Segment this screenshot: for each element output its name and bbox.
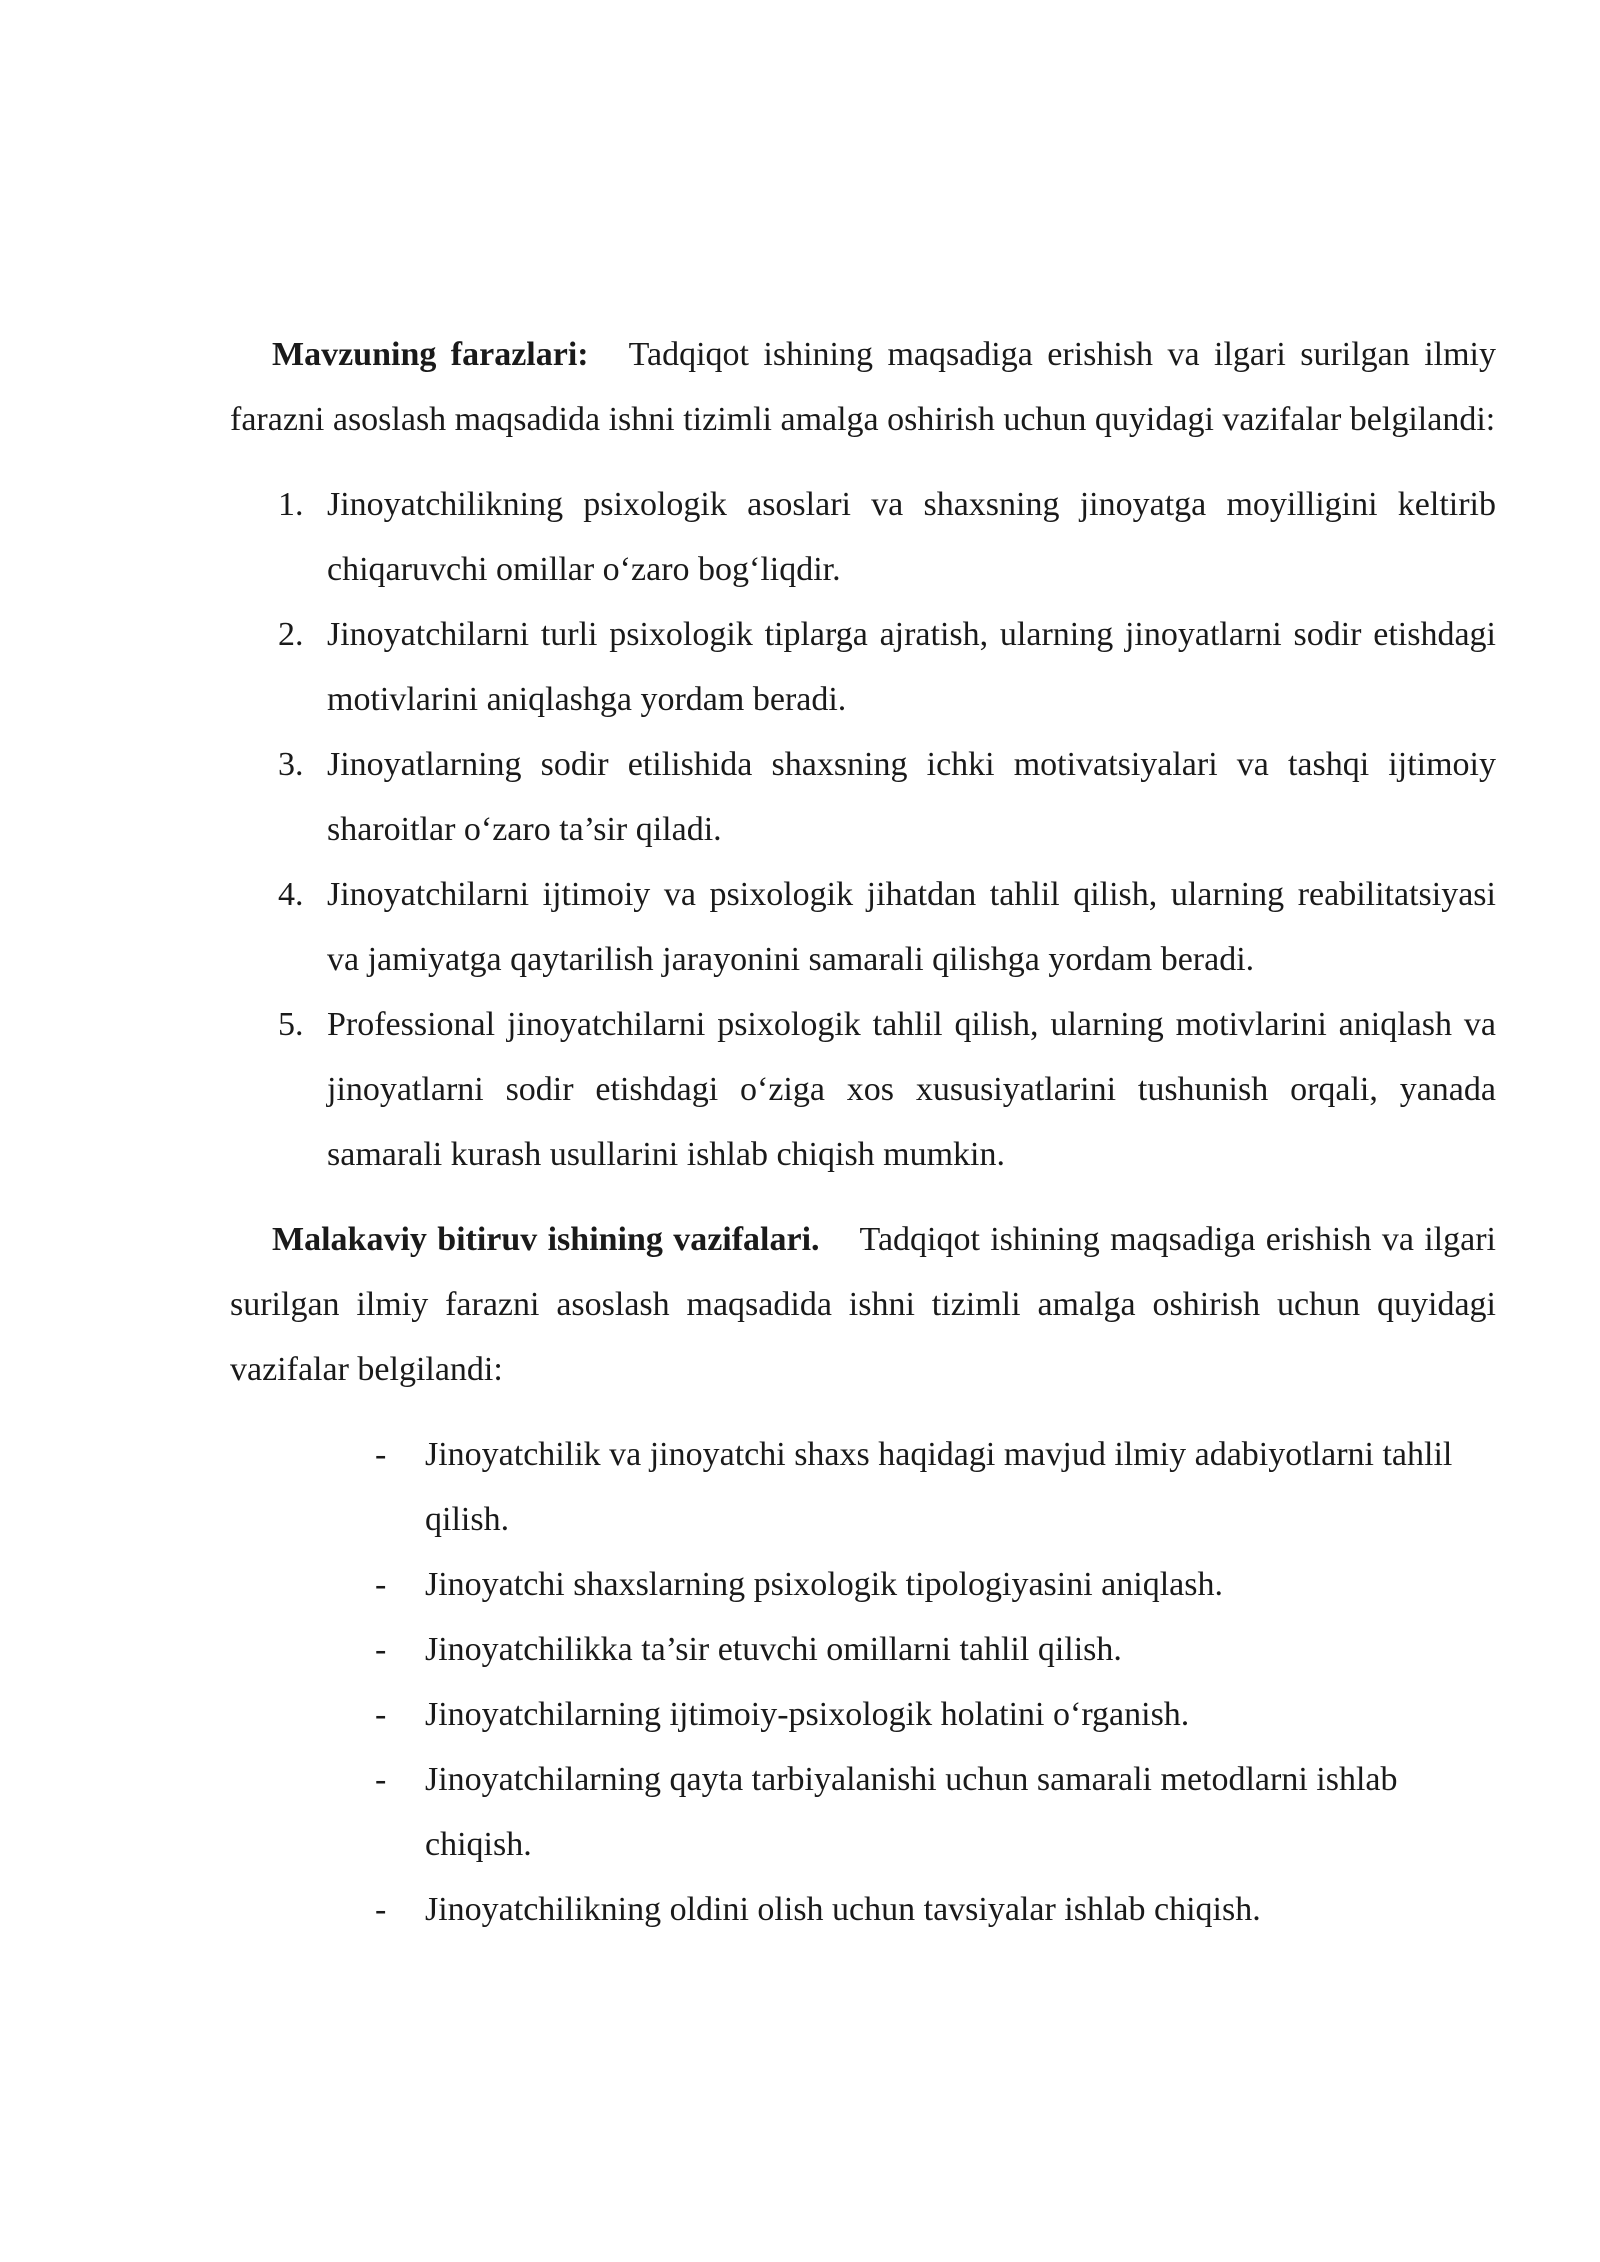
list-number: 2.: [278, 616, 304, 653]
list-item-text: Jinoyatchilarning qayta tarbiyalanishi uchun samarali metodlarni ishlab chiqish.: [425, 1761, 1398, 1863]
list-item: [230, 732, 1496, 862]
list-bullet: -: [375, 1696, 387, 1733]
list-item-text: Jinoyatlarning sodir etilishida shaxsning ichki motivatsiyalari va tashqi ijtimoiy sharoitlar o‘zaro ta’sir qiladi.: [327, 746, 1496, 848]
list-item: [230, 1422, 1496, 1552]
list-number: 5.: [278, 1006, 304, 1043]
list-item: [230, 992, 1496, 1187]
list-item-text: Jinoyatchilikning psixologik asoslari va shaxsning jinoyatga moyilligini keltirib chiqaruvchi omillar o‘zaro bog‘liqdir.: [327, 486, 1496, 588]
hypotheses-intro: Tadqiqot ishining maqsadiga erishish va ilgari surilgan ilmiy farazni asoslash maqsadida ishni tizimli amalga oshirish uchun quyidagi vazifalar belgilandi:: [230, 336, 1496, 438]
list-item-text: Jinoyatchilarning ijtimoiy-psixologik holatini o‘rganish.: [425, 1696, 1190, 1733]
tasks-intro: Tadqiqot ishining maqsadiga erishish va ilgari surilgan ilmiy farazni asoslash maqsadida ishni tizimli amalga oshirish uchun quyidagi vazifalar belgilandi:: [230, 1221, 1496, 1388]
list-item: [230, 1617, 1496, 1682]
list-item-text: Professional jinoyatchilarni psixologik tahlil qilish, ularning motivlarini aniqlash va jinoyatlarni sodir etishdagi o‘ziga xos xususiyatlarini tushunish orqali, yanada samarali kurash usullarini ishlab chiqish mumkin.: [327, 1006, 1496, 1173]
list-item-text: Jinoyatchilarni ijtimoiy va psixologik jihatdan tahlil qilish, ularning reabilitatsiyasi va jamiyatga qaytarilish jarayonini samarali qilishga yordam beradi.: [327, 876, 1496, 978]
list-bullet: -: [375, 1631, 387, 1668]
list-item: [230, 472, 1496, 602]
list-bullet: -: [375, 1566, 387, 1603]
list-item-text: Jinoyatchilikka ta’sir etuvchi omillarni tahlil qilish.: [425, 1631, 1122, 1668]
tasks-paragraph: [230, 1207, 1496, 1402]
list-number: 3.: [278, 746, 304, 783]
list-item-text: Jinoyatchi shaxslarning psixologik tipologiyasini aniqlash.: [425, 1566, 1223, 1603]
list-number: 1.: [278, 486, 304, 523]
list-item: [230, 1747, 1496, 1877]
hypotheses-paragraph: [230, 322, 1496, 452]
list-bullet: -: [375, 1891, 387, 1928]
list-item: [230, 1552, 1496, 1617]
hypotheses-list: [230, 472, 1496, 1187]
hypotheses-heading: Mavzuning farazlari:: [272, 336, 589, 373]
list-item: [230, 1682, 1496, 1747]
list-item-text: Jinoyatchilarni turli psixologik tiplarga ajratish, ularning jinoyatlarni sodir etishdagi motivlarini aniqlashga yordam beradi.: [327, 616, 1496, 718]
document-page: [230, 322, 1496, 1942]
list-bullet: -: [375, 1761, 387, 1798]
list-item: [230, 1877, 1496, 1942]
tasks-heading: Malakaviy bitiruv ishining vazifalari.: [272, 1221, 820, 1258]
list-bullet: -: [375, 1436, 387, 1473]
list-item-text: Jinoyatchilikning oldini olish uchun tavsiyalar ishlab chiqish.: [425, 1891, 1261, 1928]
list-item-text: Jinoyatchilik va jinoyatchi shaxs haqidagi mavjud ilmiy adabiyotlarni tahlil qilish.: [425, 1436, 1453, 1538]
list-item: [230, 602, 1496, 732]
tasks-list: [230, 1422, 1496, 1942]
list-number: 4.: [278, 876, 304, 913]
list-item: [230, 862, 1496, 992]
